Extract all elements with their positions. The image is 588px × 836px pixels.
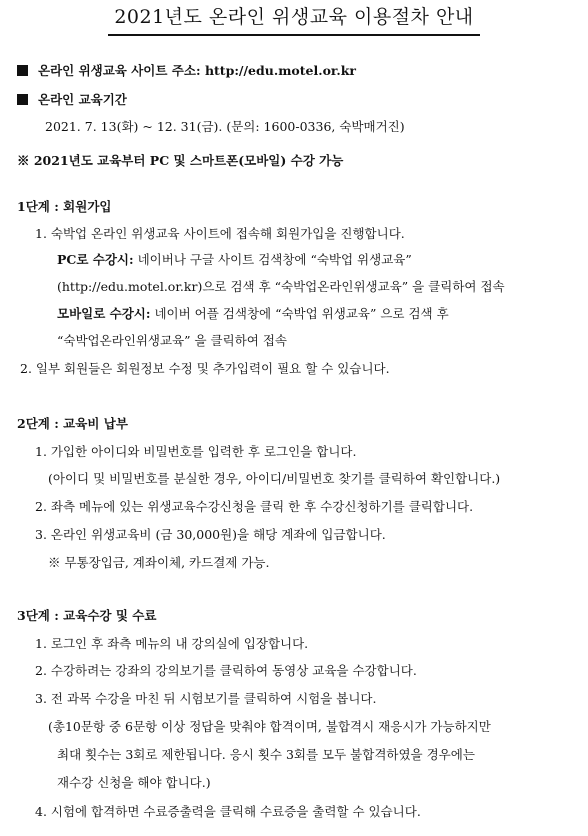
- step3-heading: 3단계 : 교육수강 및 수료: [17, 608, 157, 623]
- step3-note2: 최대 횟수는 3회로 제한됩니다. 응시 횟수 3회를 모두 불합격하였을 경우에는: [57, 747, 475, 762]
- step2-item1: 1. 가입한 아이디와 비밀번호를 입력한 후 로그인을 합니다.: [35, 444, 357, 459]
- step1-item2: 2. 일부 회원들은 회원정보 수정 및 추가입력이 필요 할 수 있습니다.: [20, 361, 390, 376]
- step1-pc-text: 네이버나 구글 사이트 검색창에 “숙박업 위생교육”: [133, 252, 412, 267]
- step1-pc-text2: (http://edu.motel.or.kr)으로 검색 후 “숙박업온라인위생교육” 을 클릭하여 접속: [57, 279, 505, 294]
- step3-item1: 1. 로그인 후 좌측 메뉴의 내 강의실에 입장합니다.: [35, 636, 309, 651]
- step1-mobile-label: 모바일로 수강시:: [57, 306, 151, 321]
- step2-item3: 3. 온라인 위생교육비 (금 30,000원)을 해당 계좌에 입금합니다.: [35, 527, 386, 542]
- period-text: 2021. 7. 13(화) ~ 12. 31(금). (문의: 1600-0336, 숙박매거진): [45, 119, 405, 134]
- period-line: [17, 91, 127, 109]
- step3-note3: 재수강 신청을 해야 합니다.): [57, 775, 211, 790]
- step3-item2: 2. 수강하려는 강좌의 강의보기를 클릭하여 동영상 교육을 수강합니다.: [35, 663, 417, 678]
- title-wrap: [0, 4, 588, 36]
- site-url[interactable]: http://edu.motel.or.kr: [204, 63, 356, 78]
- step2-item2: 2. 좌측 메뉴에 있는 위생교육수강신청을 클릭 한 후 수강신청하기를 클릭합니다.: [35, 499, 474, 514]
- period-label: 온라인 교육기간: [38, 92, 127, 107]
- notice-text: ※ 2021년도 교육부터 PC 및 스마트폰(모바일) 수강 가능: [17, 153, 344, 168]
- step1-item1: 1. 숙박업 온라인 위생교육 사이트에 접속해 회원가입을 진행합니다.: [35, 226, 405, 241]
- site-label: 온라인 위생교육 사이트 주소:: [38, 63, 201, 78]
- page-title: 2021년도 온라인 위생교육 이용절차 안내: [108, 4, 479, 36]
- step2-heading: 2단계 : 교육비 납부: [17, 416, 128, 431]
- step1-mobile-line: [57, 305, 449, 323]
- step2-item1-note: (아이디 및 비밀번호를 분실한 경우, 아이디/비밀번호 찾기를 클릭하여 확인합니다.): [48, 471, 501, 486]
- step1-pc-label: PC로 수강시:: [57, 252, 134, 267]
- step3-item3: 3. 전 과목 수강을 마친 뒤 시험보기를 클릭하여 시험을 봅니다.: [35, 691, 377, 706]
- step3-note1: (총10문항 중 6문항 이상 정답을 맞춰야 합격이며, 불합격시 재응시가 가능하지만: [48, 719, 491, 734]
- square-bullet-icon: [17, 94, 28, 105]
- step1-heading: 1단계 : 회원가입: [17, 199, 112, 214]
- step1-pc-line: [57, 251, 412, 269]
- step1-mobile-text: 네이버 어플 검색창에 “숙박업 위생교육” 으로 검색 후: [150, 306, 449, 321]
- step3-item4: 4. 시험에 합격하면 수료증출력을 클릭해 수료증을 출력할 수 있습니다.: [35, 804, 421, 819]
- square-bullet-icon: [17, 65, 28, 76]
- step1-mobile-text2: “숙박업온라인위생교육” 을 클릭하여 접속: [57, 333, 287, 348]
- site-line: [17, 62, 356, 80]
- step2-item3-note: ※ 무통장입금, 계좌이체, 카드결제 가능.: [48, 555, 270, 570]
